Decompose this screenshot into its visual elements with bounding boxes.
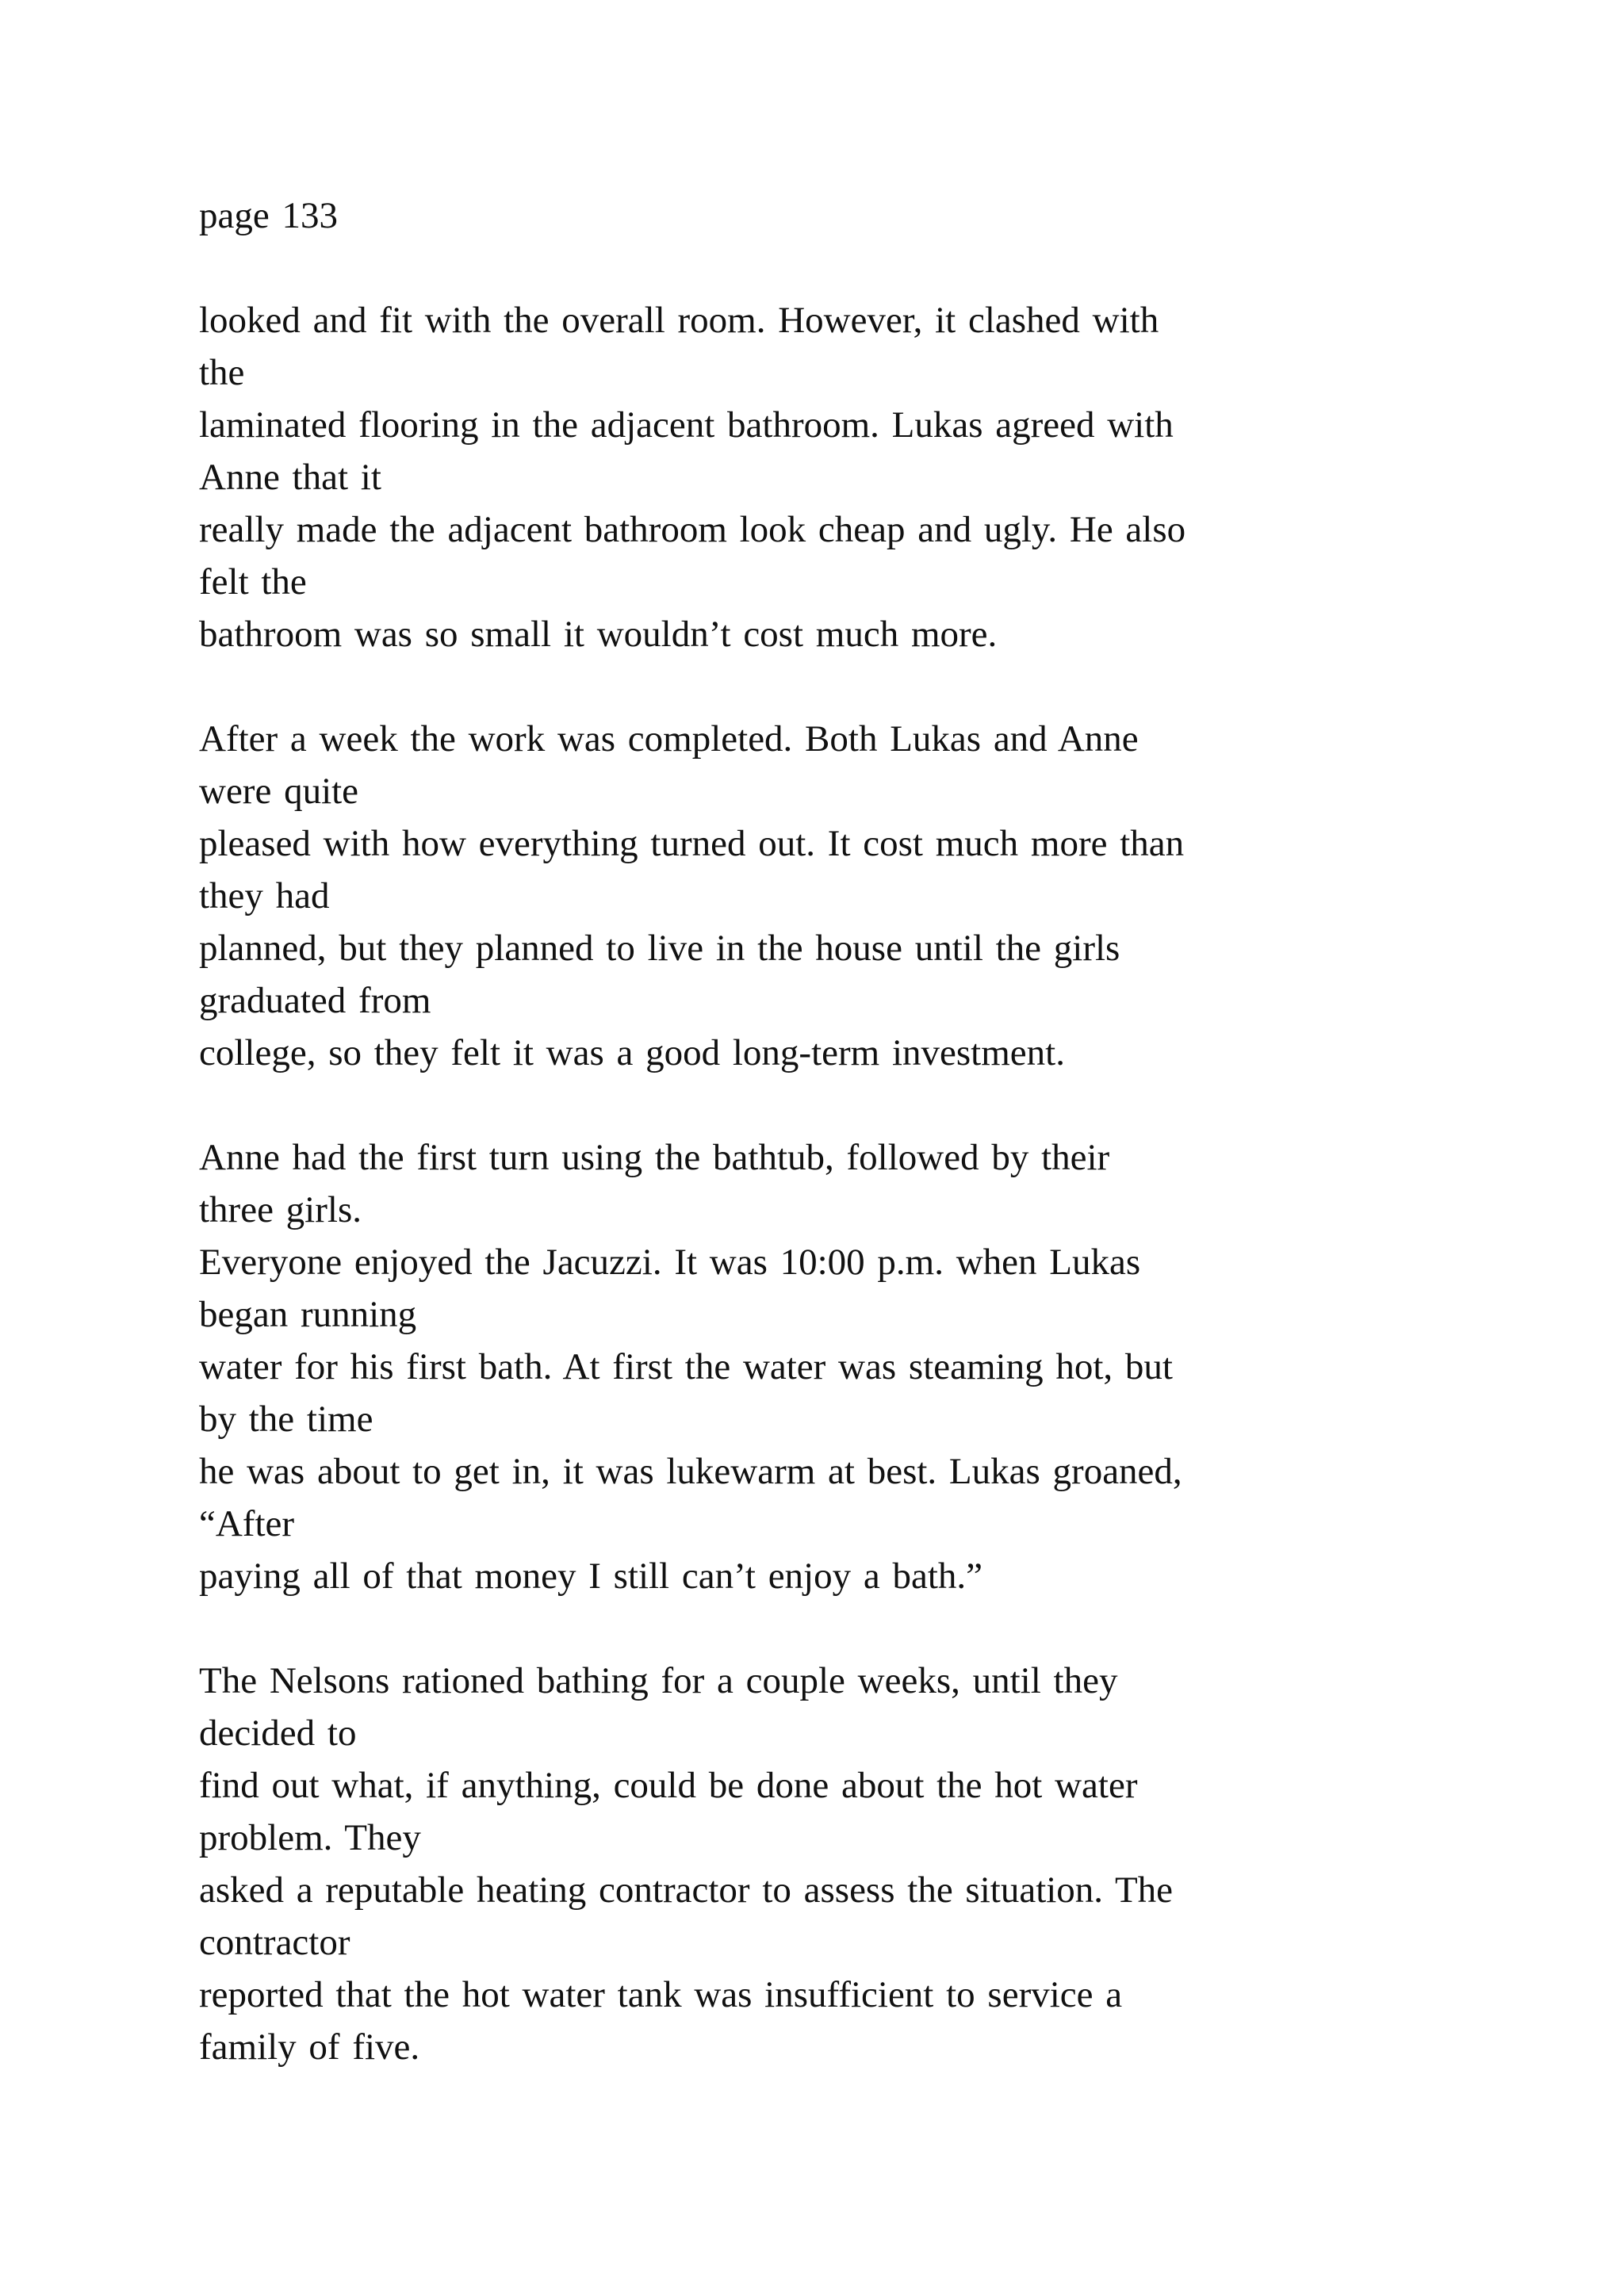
text-line: decided to: [199, 1712, 357, 1754]
paragraph-4: [199, 1655, 1484, 2073]
text-line: contractor: [199, 1922, 350, 1963]
text-line: planned, but they planned to live in the house until the girls: [199, 928, 1120, 969]
text-line: laminated flooring in the adjacent bathroom. Lukas agreed with: [199, 404, 1174, 446]
text-line: The Nelsons rationed bathing for a couple weeks, until they: [199, 1660, 1118, 1701]
text-line: Everyone enjoyed the Jacuzzi. It was 10:00 p.m. when Lukas: [199, 1242, 1141, 1283]
text-line: asked a reputable heating contractor to assess the situation. The: [199, 1869, 1174, 1911]
spacer: [199, 1079, 1484, 1131]
text-line: family of five.: [199, 2026, 420, 2068]
text-line: college, so they felt it was a good long-term investment.: [199, 1032, 1065, 1073]
paragraph-2: [199, 713, 1484, 1079]
text-line: they had: [199, 875, 330, 916]
text-line: problem. They: [199, 1817, 421, 1858]
text-line: began running: [199, 1294, 417, 1335]
text-line: reported that the hot water tank was insufficient to service a: [199, 1974, 1123, 2015]
text-line: bathroom was so small it wouldn’t cost much more.: [199, 614, 998, 655]
text-line: paying all of that money I still can’t enjoy a bath.”: [199, 1556, 983, 1597]
text-line: the: [199, 352, 245, 393]
spacer: [199, 1602, 1484, 1655]
spacer: [199, 242, 1484, 294]
text-line: graduated from: [199, 980, 431, 1021]
spacer: [199, 660, 1484, 713]
paragraph-3: [199, 1131, 1484, 1602]
text-line: looked and fit with the overall room. However, it clashed with: [199, 300, 1159, 341]
text-line: really made the adjacent bathroom look cheap and ugly. He also: [199, 509, 1186, 550]
text-line: three girls.: [199, 1189, 362, 1230]
page-number: page 133: [199, 195, 338, 236]
text-line: were quite: [199, 771, 359, 812]
text-line: Anne had the first turn using the bathtub, followed by their: [199, 1137, 1110, 1178]
text-line: he was about to get in, it was lukewarm at best. Lukas groaned,: [199, 1451, 1182, 1492]
text-line: After a week the work was completed. Both Lukas and Anne: [199, 718, 1139, 760]
text-line: water for his first bath. At first the water was steaming hot, but: [199, 1346, 1173, 1387]
text-line: pleased with how everything turned out. It cost much more than: [199, 823, 1185, 864]
document-page: [199, 190, 1484, 2073]
text-line: felt the: [199, 561, 307, 603]
text-line: by the time: [199, 1399, 373, 1440]
paragraph-1: [199, 294, 1484, 660]
text-line: Anne that it: [199, 457, 381, 498]
text-line: “After: [199, 1503, 295, 1544]
text-line: find out what, if anything, could be done about the hot water: [199, 1765, 1138, 1806]
